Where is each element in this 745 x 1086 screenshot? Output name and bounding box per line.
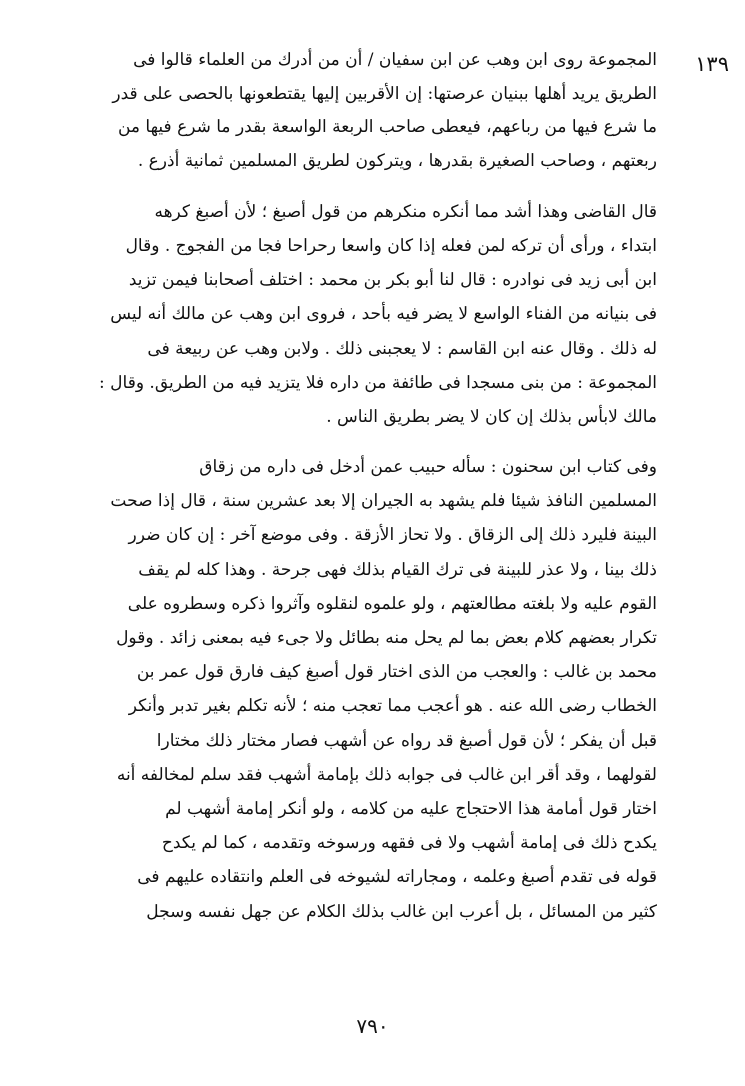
text-line: ذلك بينا ، ولا عذر للبينة فى ترك القيام بذلك فهى جرحة . وهذا كله لم يقف xyxy=(138,559,657,580)
paragraph-2 xyxy=(58,195,657,434)
text-line: يكدح ذلك فى إمامة أشهب ولا فى فقهه ورسوخه وتقدمه ، كما لم يكدح xyxy=(161,833,657,854)
text-line: الطريق يريد أهلها ببنيان عرصتها: إن الأقربين إليها يقتطعونها بالحصى على قدر xyxy=(112,83,657,104)
text-line: البينة فليرد ذلك إلى الزقاق . ولا تحاز الأزقة . وفى موضع آخر : إن كان ضرر xyxy=(128,525,657,546)
text-line: المجموعة : من بنى مسجدا فى طائفة من داره فلا يتزيد فيه من الطريق. وقال : xyxy=(99,372,657,393)
text-line: قال القاضى وهذا أشد مما أنكره منكرهم من قول أصبغ ؛ لأن أصبغ كرهه xyxy=(154,201,657,222)
page-number: ٧٩٠ xyxy=(356,1014,389,1038)
text-line: لقولهما ، وقد أقر ابن غالب فى جوابه ذلك بإمامة أشهب فقد سلم لمخالفه أنه xyxy=(116,764,657,785)
text-line: الخطاب رضى الله عنه . هو أعجب مما تعجب منه ؛ لأنه تكلم بغير تدبر وأنكر xyxy=(128,696,657,717)
text-line: القوم عليه ولا بلغته مطالعتهم ، ولو علموه لنقلوه وآثروا ذكره وسطروه على xyxy=(127,593,657,614)
text-line: المسلمين النافذ شيئا فلم يشهد به الجيران إلا بعد عشرين سنة ، قال إذا صحت xyxy=(110,491,657,512)
text-line: كثير من المسائل ، بل أعرب ابن غالب بذلك الكلام عن جهل نفسه وسجل xyxy=(146,901,657,922)
text-line: ربعتهم ، وصاحب الصغيرة بقدرها ، ويتركون لطريق المسلمين ثمانية أذرع . xyxy=(137,151,657,172)
text-line: وفى كتاب ابن سحنون : سأله حبيب عمن أدخل فى داره من زقاق xyxy=(199,457,657,478)
text-line: قوله فى تقدم أصبغ وعلمه ، ومجاراته لشيوخه فى العلم وانتقاده عليهم فى xyxy=(137,867,657,888)
text-line: اختار قول أمامة هذا الاحتجاج عليه من كلامه ، ولو أنكر إمامة أشهب لم xyxy=(165,798,657,819)
text-line: تكرار بعضهم كلام بعض بما لم يحل منه بطائل ولا جىء فيه بمعنى زائد . وقول xyxy=(116,628,657,648)
text-line: مالك لابأس بذلك إن كان لا يضر بطريق الناس . xyxy=(326,406,657,427)
paragraph-1 xyxy=(58,44,657,179)
paragraph-3 xyxy=(58,450,657,929)
text-line: محمد بن غالب : والعجب من الذى اختار قول أصبغ كيف فارق قول عمر بن xyxy=(136,662,657,683)
text-line: له ذلك . وقال عنه ابن القاسم : لا يعجبنى ذلك . ولابن وهب عن ربيعة فى xyxy=(147,338,657,359)
text-line: قبل أن يفكر ؛ لأن قول أصبغ قد رواه عن أشهب فصار مختار ذلك مختارا xyxy=(156,730,657,751)
body-text xyxy=(58,44,657,929)
text-line: فى بنيانه من الفناء الواسع لا يضر فيه بأحد ، فروى ابن وهب عن مالك أنه ليس xyxy=(110,304,657,325)
margin-number: ١٣٩ xyxy=(695,52,729,76)
text-line: ابن أبى زيد فى نوادره : قال لنا أبو بكر بن محمد : اختلف أصحابنا فيمن تزيد xyxy=(128,270,657,291)
text-line: ابتداء ، ورأى أن تركه لمن فعله إذا كان واسعا رحراحا فجا من الفجوج . وقال xyxy=(125,235,657,256)
text-line: المجموعة روى ابن وهب عن ابن سفيان / أن من أدرك من العلماء قالوا فى xyxy=(133,50,657,70)
text-line: ما شرع فيها من رباعهم، فيعطى صاحب الربعة الواسعة بقدر ما شرع فيها من xyxy=(117,117,657,138)
